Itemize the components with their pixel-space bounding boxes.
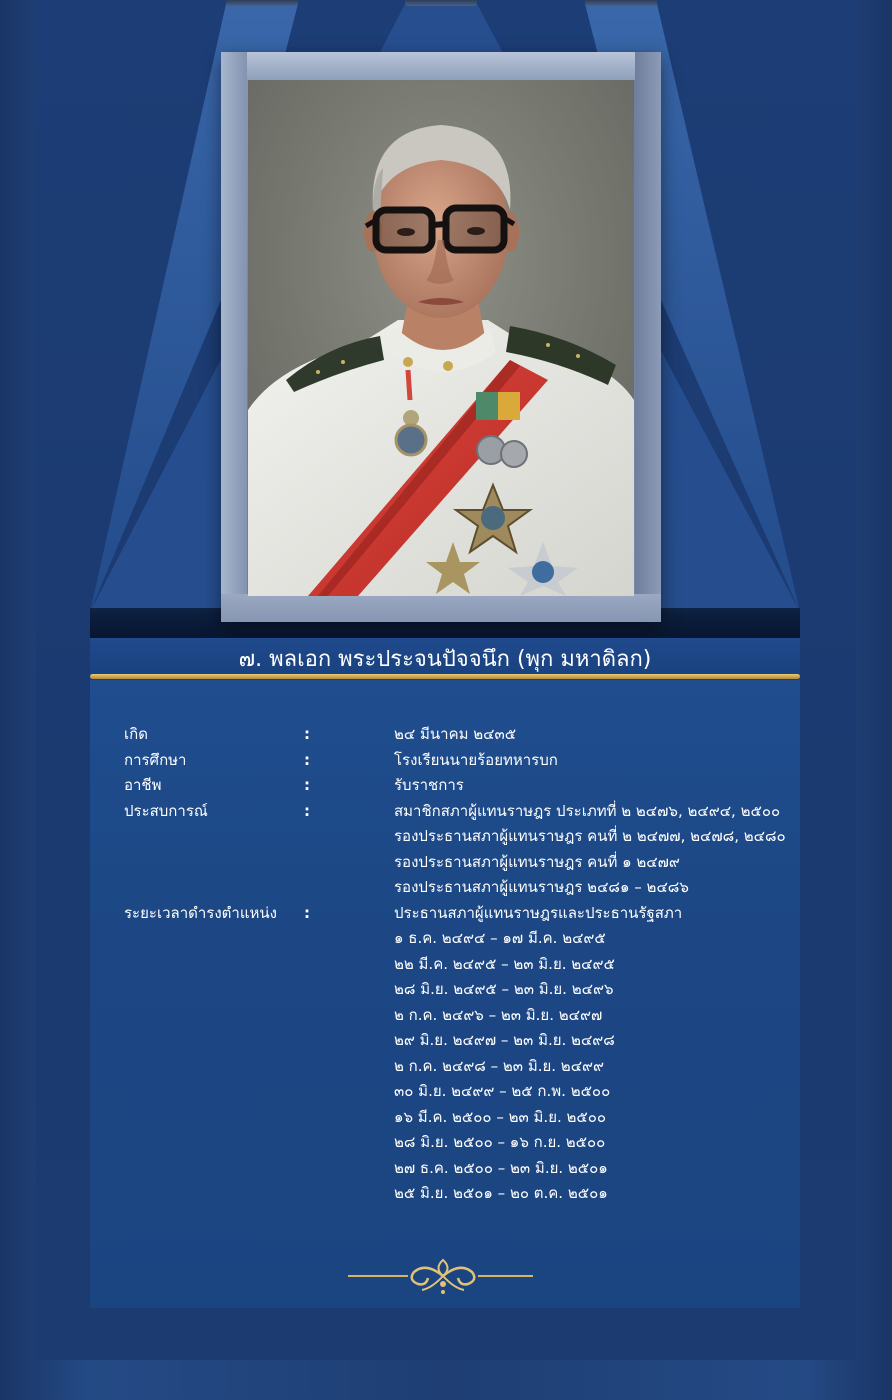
field-value: ๒ ก.ค. ๒๔๙๘ – ๒๓ มิ.ย. ๒๔๙๙ xyxy=(394,1056,605,1075)
frame-bevel xyxy=(221,594,661,622)
ornament-divider-icon xyxy=(348,1254,538,1298)
field-colon: : xyxy=(304,801,310,820)
field-value: ๒๘ มิ.ย. ๒๔๙๕ – ๒๓ มิ.ย. ๒๔๙๖ xyxy=(394,980,614,998)
field-label: ประสบการณ์ xyxy=(124,801,208,820)
table-row xyxy=(124,952,784,978)
frame-bevel xyxy=(221,52,661,80)
table-row xyxy=(124,1028,784,1054)
field-label: การศึกษา xyxy=(124,750,187,769)
table-row xyxy=(124,875,784,901)
field-colon: : xyxy=(304,750,310,769)
table-row xyxy=(124,773,784,799)
field-value: ๒๕ มิ.ย. ๒๕๐๑ – ๒๐ ต.ค. ๒๕๐๑ xyxy=(394,1184,608,1202)
table-row xyxy=(124,748,784,774)
table-row xyxy=(124,1054,784,1080)
spotlight-lamp xyxy=(226,0,298,6)
field-value: ๑ ธ.ค. ๒๔๙๔ – ๑๗ มี.ค. ๒๔๙๕ xyxy=(394,929,606,947)
table-row xyxy=(124,977,784,1003)
table-row xyxy=(124,722,784,748)
table-row xyxy=(124,850,784,876)
field-value: ๒๒ มี.ค. ๒๔๙๕ – ๒๓ มิ.ย. ๒๔๙๕ xyxy=(394,954,615,973)
field-value: รองประธานสภาผู้แทนราษฎร คนที่ ๑ ๒๔๗๙ xyxy=(394,852,680,871)
field-value: ๒๘ มิ.ย. ๒๕๐๐ – ๑๖ ก.ย. ๒๕๐๐ xyxy=(394,1133,606,1151)
field-label: ระยะเวลาดำรงตำแหน่ง xyxy=(124,903,277,922)
page-title: ๗. พลเอก พระประจนปัจจนึก (พุก มหาดิลก) xyxy=(238,647,652,672)
field-colon: : xyxy=(304,725,310,743)
field-colon: : xyxy=(304,776,310,794)
table-row xyxy=(124,799,784,825)
field-value: ๒๙ มิ.ย. ๒๔๙๗ – ๒๓ มิ.ย. ๒๔๙๘ xyxy=(394,1031,615,1049)
spotlight-lamp xyxy=(405,0,477,6)
field-value: รับราชการ xyxy=(394,776,464,794)
table-row xyxy=(124,824,784,850)
spotlight-lamp xyxy=(585,0,657,6)
field-label: เกิด xyxy=(124,725,148,743)
field-value: ๒ ก.ค. ๒๔๙๖ – ๒๓ มิ.ย. ๒๔๙๗ xyxy=(394,1005,603,1024)
table-row xyxy=(124,1156,784,1182)
field-colon: : xyxy=(304,903,310,922)
field-value: สมาชิกสภาผู้แทนราษฎร ประเภทที่ ๒ ๒๔๗๖, ๒๔๙๔, ๒๕๐๐ xyxy=(394,801,781,820)
gold-divider xyxy=(90,674,800,679)
field-value: รองประธานสภาผู้แทนราษฎร ๒๔๘๑ – ๒๔๘๖ xyxy=(394,878,689,896)
table-row xyxy=(124,1079,784,1105)
field-value: ประธานสภาผู้แทนราษฎรและประธานรัฐสภา xyxy=(394,903,683,922)
frame-bevel xyxy=(635,52,661,622)
field-value: ๒๔ มีนาคม ๒๔๓๕ xyxy=(394,725,517,743)
table-row xyxy=(124,926,784,952)
biography-table xyxy=(124,722,784,1207)
field-value: ๑๖ มี.ค. ๒๕๐๐ – ๒๓ มิ.ย. ๒๕๐๐ xyxy=(394,1107,607,1126)
field-value: โรงเรียนนายร้อยทหารบก xyxy=(394,750,558,769)
table-row xyxy=(124,901,784,927)
table-row xyxy=(124,1105,784,1131)
field-label: อาชีพ xyxy=(124,776,162,794)
field-value: ๓๐ มิ.ย. ๒๔๙๙ – ๒๕ ก.พ. ๒๕๐๐ xyxy=(394,1082,611,1100)
table-row xyxy=(124,1003,784,1029)
table-row xyxy=(124,1181,784,1207)
table-row xyxy=(124,1130,784,1156)
frame-bevel xyxy=(221,52,247,622)
field-value: ๒๗ ธ.ค. ๒๕๐๐ – ๒๓ มิ.ย. ๒๕๐๑ xyxy=(394,1158,608,1177)
biography-panel xyxy=(90,680,800,1308)
portrait-painting xyxy=(248,80,634,596)
field-value: รองประธานสภาผู้แทนราษฎร คนที่ ๒ ๒๔๗๗, ๒๔๗๘, ๒๔๘๐ xyxy=(394,827,786,845)
